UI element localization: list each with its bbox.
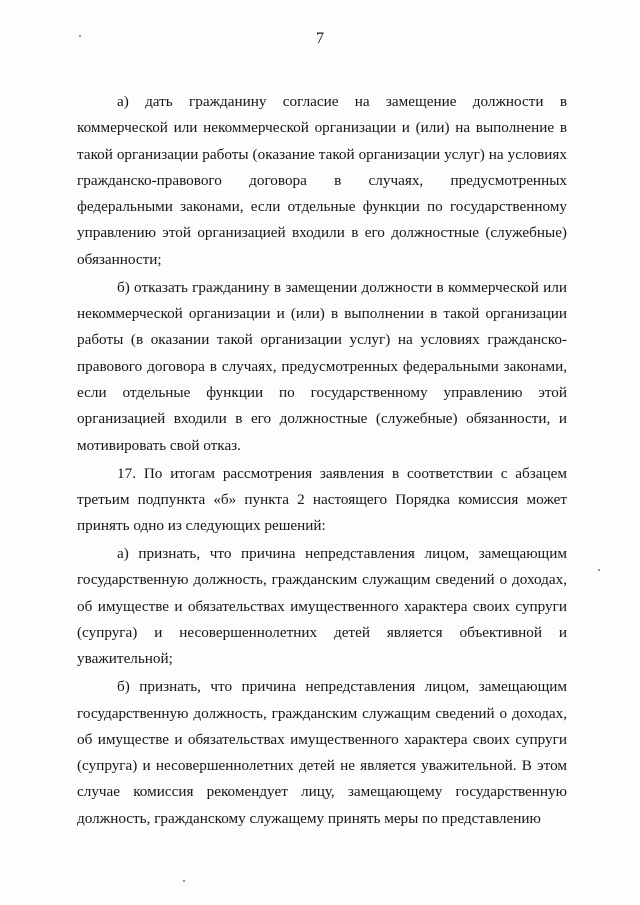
paragraph-17-decisions: 17. По итогам рассмотрения заявления в соответствии с абзацем третьим подпункта «б» пункта 2 настоящего Порядка комиссия может принять одно из следующих решений: xyxy=(77,464,567,535)
scan-speck xyxy=(598,569,600,571)
scan-speck xyxy=(79,35,81,37)
paragraph-b-not-valid-reason: б) признать, что причина непредставления лицом, замещающим государственную должность, гражданским служащим сведений о доходах, об имуществе и обязательствах имущественного характера своих супруги (супруга) и несовершеннолетних детей не является уважительной. В этом случае комиссия рекомендует лицу, замещающему государственную должность, гражданскому служащему принять меры по представлению xyxy=(77,678,567,827)
page-number: 7 xyxy=(316,30,324,47)
scan-speck xyxy=(183,880,185,882)
paragraph-a-objective-reason: а) признать, что причина непредставления лицом, замещающим государственную должность, гражданским служащим сведений о доходах, об имуществе и обязательствах имущественного характера своих супруги (супруга) и несовершеннолетних детей является объективной и уважительной; xyxy=(77,545,567,668)
paragraph-a-consent: а) дать гражданину согласие на замещение должности в коммерческой или некоммерческой организации и (или) на выполнение в такой организации работы (оказание такой организации услуг) на условиях гражданско-правового договора в случаях, предусмотренных федеральными законами, если отдельные функции по государственному управлению этой организацией входили в его должностные (служебные) обязанности; xyxy=(77,93,567,268)
paragraph-b-refusal: б) отказать гражданину в замещении должности в коммерческой или некоммерческой организации и (или) в выполнении в такой организации работы (в оказании такой организации услуг) на условиях гражданско-правового договора в случаях, предусмотренных федеральными законами, если отдельные функции по государственному управлению этой организацией входили в его должностные (служебные) обязанности, и мотивировать свой отказ. xyxy=(77,278,567,454)
document-body xyxy=(77,89,567,834)
